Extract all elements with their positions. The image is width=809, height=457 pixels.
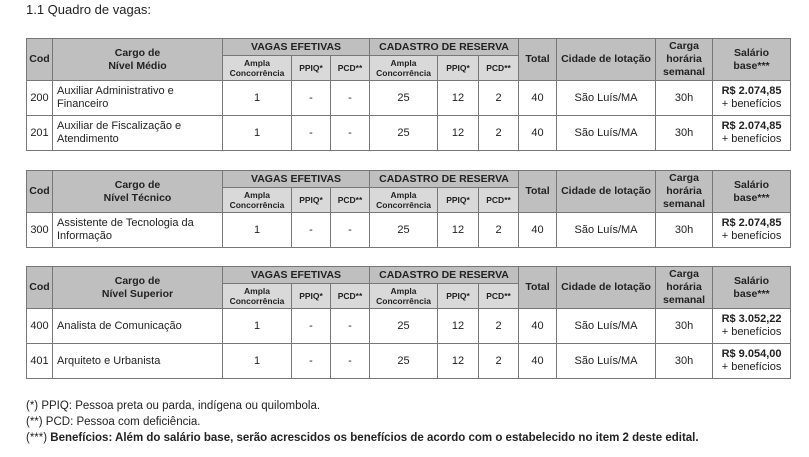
cell-cidade: São Luís/MA xyxy=(557,213,656,248)
cell-ve-ampla: 1 xyxy=(223,213,292,248)
header-cr-ampla: Ampla Concorrência xyxy=(370,284,438,309)
header-cadastro-reserva: CADASTRO DE RESERVA xyxy=(370,39,519,56)
cell-cod: 401 xyxy=(27,344,53,379)
cell-ve-ppiq: - xyxy=(292,213,331,248)
salario-value: R$ 2.074,85 xyxy=(721,217,782,229)
cell-cr-ppiq: 12 xyxy=(438,213,479,248)
header-ve-ppiq: PPIQ* xyxy=(292,188,331,213)
beneficios-label: + benefícios xyxy=(721,361,782,373)
cell-ve-pcd: - xyxy=(331,116,370,151)
header-ve-ampla: Ampla Concorrência xyxy=(223,284,292,309)
cell-cargo: Auxiliar de Fiscalização e Atendimento xyxy=(53,116,223,151)
header-carga: Carga horária semanal xyxy=(656,171,713,213)
vacancy-table xyxy=(26,266,791,379)
table-row xyxy=(27,81,791,116)
section-title: 1.1 Quadro de vagas: xyxy=(26,2,152,17)
salario-value: R$ 2.074,85 xyxy=(721,120,782,132)
cell-carga: 30h xyxy=(656,116,713,151)
cell-ve-ampla: 1 xyxy=(223,309,292,344)
header-cr-ppiq: PPIQ* xyxy=(438,284,479,309)
cell-cod: 201 xyxy=(27,116,53,151)
header-cod: Cod xyxy=(27,267,53,309)
table-row xyxy=(27,116,791,151)
header-cod: Cod xyxy=(27,39,53,81)
header-cr-ampla: Ampla Concorrência xyxy=(370,56,438,81)
header-cargo: Cargo de Nível Superior xyxy=(53,267,223,309)
header-vagas-efetivas: VAGAS EFETIVAS xyxy=(223,39,370,56)
cell-cr-ampla: 25 xyxy=(370,213,438,248)
cell-cr-pcd: 2 xyxy=(479,309,519,344)
cell-cargo: Analista de Comunicação xyxy=(53,309,223,344)
header-cidade: Cidade de lotação xyxy=(557,267,656,309)
footnote-ppiq: (*) PPIQ: Pessoa preta ou parda, indígena ou quilombola. xyxy=(26,400,321,412)
cell-ve-ppiq: - xyxy=(292,81,331,116)
cell-salario xyxy=(713,344,791,379)
cell-total: 40 xyxy=(519,116,557,151)
header-cadastro-reserva: CADASTRO DE RESERVA xyxy=(370,171,519,188)
cell-ve-ampla: 1 xyxy=(223,116,292,151)
header-cod: Cod xyxy=(27,171,53,213)
cell-ve-ampla: 1 xyxy=(223,344,292,379)
cell-cargo: Auxiliar Administrativo e Financeiro xyxy=(53,81,223,116)
cell-total: 40 xyxy=(519,213,557,248)
cell-ve-ampla: 1 xyxy=(223,81,292,116)
cell-cr-ampla: 25 xyxy=(370,116,438,151)
footnote-pcd: (**) PCD: Pessoa com deficiência. xyxy=(26,416,201,428)
footnotes xyxy=(26,398,699,446)
header-cadastro-reserva: CADASTRO DE RESERVA xyxy=(370,267,519,284)
header-vagas-efetivas: VAGAS EFETIVAS xyxy=(223,267,370,284)
header-vagas-efetivas: VAGAS EFETIVAS xyxy=(223,171,370,188)
header-salario: Salário base*** xyxy=(713,39,791,81)
header-cr-ppiq: PPIQ* xyxy=(438,56,479,81)
header-ve-ppiq: PPIQ* xyxy=(292,56,331,81)
cell-cargo: Arquiteto e Urbanista xyxy=(53,344,223,379)
cell-carga: 30h xyxy=(656,81,713,116)
cell-total: 40 xyxy=(519,344,557,379)
header-ve-ampla: Ampla Concorrência xyxy=(223,56,292,81)
salario-value: R$ 2.074,85 xyxy=(721,85,782,97)
vacancy-table xyxy=(26,170,791,248)
header-cidade: Cidade de lotação xyxy=(557,39,656,81)
cell-cidade: São Luís/MA xyxy=(557,309,656,344)
header-cargo: Cargo de Nível Médio xyxy=(53,39,223,81)
salario-value: R$ 3.052,22 xyxy=(721,313,782,325)
cell-salario xyxy=(713,309,791,344)
beneficios-label: + benefícios xyxy=(721,326,782,338)
vacancy-table xyxy=(26,38,791,151)
cell-cr-ampla: 25 xyxy=(370,309,438,344)
cell-cod: 200 xyxy=(27,81,53,116)
header-total: Total xyxy=(519,171,557,213)
header-ve-ppiq: PPIQ* xyxy=(292,284,331,309)
cell-ve-ppiq: - xyxy=(292,344,331,379)
header-salario: Salário base*** xyxy=(713,267,791,309)
header-carga: Carga horária semanal xyxy=(656,39,713,81)
salario-value: R$ 9.054,00 xyxy=(721,348,782,360)
cell-salario xyxy=(713,81,791,116)
table-header-row xyxy=(27,171,791,188)
cell-carga: 30h xyxy=(656,213,713,248)
cell-ve-pcd: - xyxy=(331,344,370,379)
header-cargo: Cargo de Nível Técnico xyxy=(53,171,223,213)
cell-cr-ppiq: 12 xyxy=(438,309,479,344)
cell-salario xyxy=(713,213,791,248)
cell-cidade: São Luís/MA xyxy=(557,344,656,379)
cell-carga: 30h xyxy=(656,344,713,379)
table-row xyxy=(27,344,791,379)
cell-ve-ppiq: - xyxy=(292,116,331,151)
cell-ve-pcd: - xyxy=(331,309,370,344)
cell-cr-ppiq: 12 xyxy=(438,116,479,151)
cell-cargo: Assistente de Tecnologia da Informação xyxy=(53,213,223,248)
header-total: Total xyxy=(519,39,557,81)
cell-cr-pcd: 2 xyxy=(479,344,519,379)
beneficios-label: + benefícios xyxy=(721,133,782,145)
cell-salario xyxy=(713,116,791,151)
cell-cr-pcd: 2 xyxy=(479,81,519,116)
cell-carga: 30h xyxy=(656,309,713,344)
header-total: Total xyxy=(519,267,557,309)
header-cidade: Cidade de lotação xyxy=(557,171,656,213)
cell-cr-ampla: 25 xyxy=(370,344,438,379)
header-ve-pcd: PCD** xyxy=(331,284,370,309)
header-ve-pcd: PCD** xyxy=(331,188,370,213)
footnote-beneficios-text: Benefícios: Além do salário base, serão acrescidos os benefícios de acordo com o estabelecido no item 2 deste edital. xyxy=(50,432,699,444)
cell-total: 40 xyxy=(519,309,557,344)
beneficios-label: + benefícios xyxy=(721,98,782,110)
cell-cr-ampla: 25 xyxy=(370,81,438,116)
header-ve-ampla: Ampla Concorrência xyxy=(223,188,292,213)
cell-cod: 300 xyxy=(27,213,53,248)
cell-cr-ppiq: 12 xyxy=(438,344,479,379)
cell-ve-ppiq: - xyxy=(292,309,331,344)
table-row xyxy=(27,309,791,344)
header-cr-ppiq: PPIQ* xyxy=(438,188,479,213)
header-salario: Salário base*** xyxy=(713,171,791,213)
header-cr-ampla: Ampla Concorrência xyxy=(370,188,438,213)
footnote-marker: (***) xyxy=(26,432,48,444)
cell-cidade: São Luís/MA xyxy=(557,81,656,116)
header-cr-pcd: PCD** xyxy=(479,188,519,213)
cell-ve-pcd: - xyxy=(331,213,370,248)
cell-cr-pcd: 2 xyxy=(479,116,519,151)
cell-total: 40 xyxy=(519,81,557,116)
footnote-beneficios xyxy=(26,430,699,446)
header-ve-pcd: PCD** xyxy=(331,56,370,81)
cell-cidade: São Luís/MA xyxy=(557,116,656,151)
beneficios-label: + benefícios xyxy=(721,230,782,242)
header-cr-pcd: PCD** xyxy=(479,56,519,81)
cell-cr-ppiq: 12 xyxy=(438,81,479,116)
header-cr-pcd: PCD** xyxy=(479,284,519,309)
header-carga: Carga horária semanal xyxy=(656,267,713,309)
table-row xyxy=(27,213,791,248)
table-header-row xyxy=(27,39,791,56)
cell-cr-pcd: 2 xyxy=(479,213,519,248)
cell-cod: 400 xyxy=(27,309,53,344)
cell-ve-pcd: - xyxy=(331,81,370,116)
table-header-row xyxy=(27,267,791,284)
